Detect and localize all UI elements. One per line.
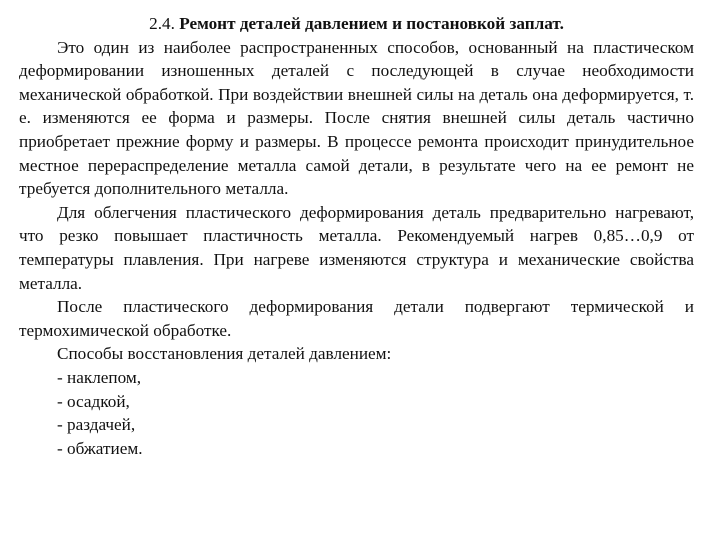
list-item: - осадкой, xyxy=(57,391,130,411)
methods-intro: Способы восстановления деталей давлением: xyxy=(57,344,392,364)
section-title: Ремонт деталей давлением и постановкой заплат. xyxy=(179,14,564,33)
document-page xyxy=(19,12,694,460)
list-item: - наклепом, xyxy=(57,367,142,387)
list-item: - раздачей, xyxy=(57,415,136,435)
methods-list xyxy=(19,366,694,460)
section-heading xyxy=(19,12,694,36)
paragraph-heating: Для облегчения пластического деформирования деталь предварительно нагревают, что резко повышает пластичность металла. Рекомендуемый нагрев 0,85…0,9 от температуры плавления. При нагреве изменяются структура и механические свойства металла. xyxy=(19,202,694,293)
section-number: 2.4. xyxy=(149,14,175,33)
paragraph-heat-treatment: После пластического деформирования детали подвергают термической и термохимической обработке. xyxy=(19,297,694,340)
list-item: - обжатием. xyxy=(57,438,143,458)
paragraph-deformation-method: Это один из наиболее распространенных способов, основанный на пластическом деформировании изношенных деталей с последующей в случае необходимости механической обработкой. При воздействии внешней силы на деталь она деформируется, т. е. изменяются ее форма и размеры. После снятия внешней силы деталь частично приобретает прежние форму и размеры. В процессе ремонта происходит принудительное местное перераспределение металла самой детали, в результате чего на ее ремонт не требуется дополнительного металла. xyxy=(19,37,694,199)
